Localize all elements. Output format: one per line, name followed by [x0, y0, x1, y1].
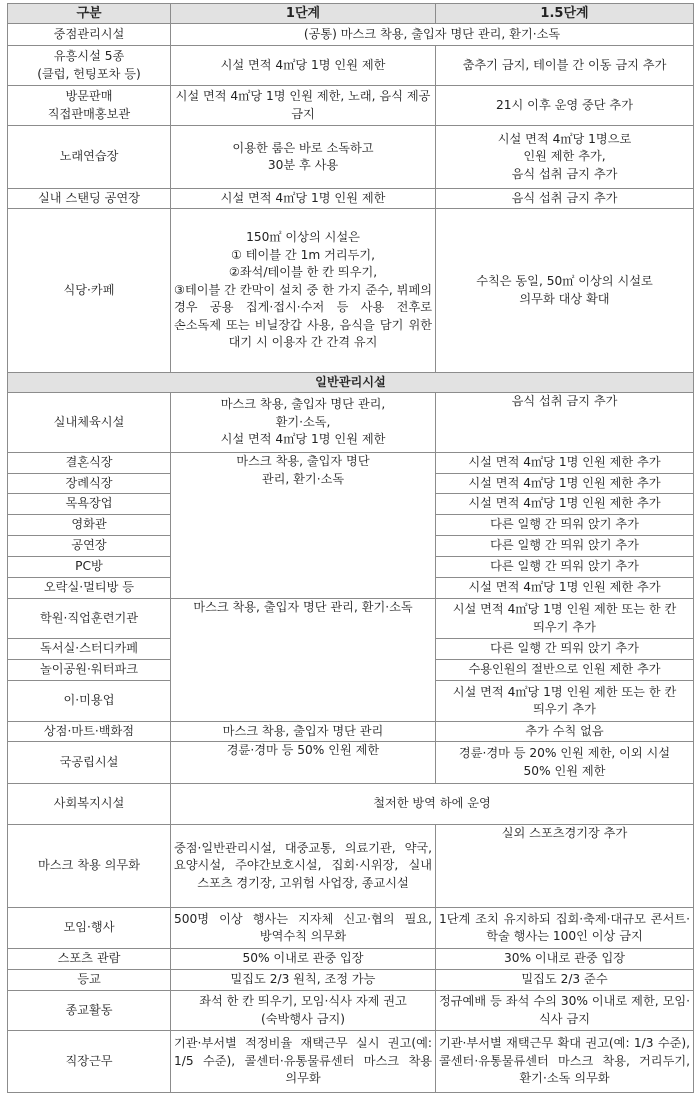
row-label: 공연장 — [8, 536, 171, 557]
stage-1-5-cell: 실외 스포츠경기장 추가 — [436, 825, 694, 908]
distancing-stage-table — [7, 3, 694, 1093]
row-label: 직장근무 — [8, 1031, 171, 1093]
table-row — [8, 970, 694, 991]
row-label: 방문판매 직접판매홍보관 — [8, 86, 171, 126]
row-label: 상점·마트·백화점 — [8, 722, 171, 742]
stage-1-5-cell: 음식 섭취 금지 추가 — [436, 393, 694, 453]
stage-1-5-cell: 수용인원의 절반으로 인원 제한 추가 — [436, 660, 694, 681]
stage-1-5-cell: 21시 이후 운영 중단 추가 — [436, 86, 694, 126]
stage-1-cell: 50% 이내로 관중 입장 — [171, 949, 436, 970]
stage-1-cell: 마스크 착용, 출입자 명단 관리 — [171, 722, 436, 742]
stage-1-5-cell: 1단계 조치 유지하되 집회·축제·대규모 콘서트·학술 행사는 100인 이상 금지 — [436, 908, 694, 949]
table-row — [8, 722, 694, 742]
stage-1-cell: 중점·일반관리시설, 대중교통, 의료기관, 약국, 요양시설, 주야간보호시설, 집회·시위장, 실내 스포츠 경기장, 고위험 사업장, 종교시설 — [171, 825, 436, 908]
stage-1-5-cell: 시설 면적 4㎡당 1명 인원 제한 또는 한 칸 띄우기 추가 — [436, 681, 694, 722]
table-row — [8, 209, 694, 373]
row-label: 식당·카페 — [8, 209, 171, 373]
row-label: PC방 — [8, 557, 171, 578]
merged-cell: (공통) 마스크 착용, 출입자 명단 관리, 환기·소독 — [171, 24, 694, 46]
stage-1-cell: 이용한 룸은 바로 소독하고 30분 후 사용 — [171, 126, 436, 189]
stage-1-cell: 시설 면적 4㎡당 1명 인원 제한, 노래, 음식 제공 금지 — [171, 86, 436, 126]
stage-1-5-cell: 30% 이내로 관중 입장 — [436, 949, 694, 970]
stage-1-5-cell: 수칙은 동일, 50㎡ 이상의 시설로 의무화 대상 확대 — [436, 209, 694, 373]
stage-1-cell: 150㎡ 이상의 시설은 ① 테이블 간 1m 거리두기, ②좌석/테이블 한 칸 띄우기, ③테이블 간 칸막이 설치 중 한 가지 준수, 뷔페의 경우 공용 집게·접시·수저 등 사용 전후로 손소독제 또는 비닐장갑 사용, 음식을 담기 위한 대기 시 이용자 간 간격 유지 — [171, 209, 436, 373]
row-label: 영화관 — [8, 515, 171, 536]
stage-1-5-cell: 시설 면적 4㎡당 1명 인원 제한 추가 — [436, 474, 694, 494]
header-stage-1: 1단계 — [171, 4, 436, 24]
table-row — [8, 784, 694, 825]
table-row — [8, 991, 694, 1031]
row-label: 독서실·스터디카페 — [8, 639, 171, 660]
stage-1-5-cell: 시설 면적 4㎡당 1명 인원 제한 추가 — [436, 494, 694, 515]
section-row — [8, 373, 694, 393]
table-row — [8, 742, 694, 784]
table-row — [8, 599, 694, 639]
merged-cell: 철저한 방역 하에 운영 — [171, 784, 694, 825]
stage-1-cell: 경륜·경마 등 50% 인원 제한 — [171, 742, 436, 784]
row-label: 마스크 착용 의무화 — [8, 825, 171, 908]
stage-1-5-cell: 밀집도 2/3 준수 — [436, 970, 694, 991]
stage-1-5-cell: 음식 섭취 금지 추가 — [436, 189, 694, 209]
stage-1-cell: 좌석 한 칸 띄우기, 모임·식사 자제 권고 (숙박행사 금지) — [171, 991, 436, 1031]
stage-1-5-cell: 경륜·경마 등 20% 인원 제한, 이외 시설 50% 인원 제한 — [436, 742, 694, 784]
stage-1-cell: 500명 이상 행사는 지자체 신고·협의 필요, 방역수칙 의무화 — [171, 908, 436, 949]
stage-1-5-cell: 다른 일행 간 띄워 앉기 추가 — [436, 639, 694, 660]
header-category: 구분 — [8, 4, 171, 24]
row-label: 목욕장업 — [8, 494, 171, 515]
row-label: 종교활동 — [8, 991, 171, 1031]
stage-1-5-cell: 시설 면적 4㎡당 1명 인원 제한 또는 한 칸 띄우기 추가 — [436, 599, 694, 639]
stage-1-5-cell: 정규예배 등 좌석 수의 30% 이내로 제한, 모임·식사 금지 — [436, 991, 694, 1031]
row-label: 노래연습장 — [8, 126, 171, 189]
row-label: 사회복지시설 — [8, 784, 171, 825]
row-label: 실내체육시설 — [8, 393, 171, 453]
row-label: 학원·직업훈련기관 — [8, 599, 171, 639]
table-row — [8, 825, 694, 908]
stage-1-5-cell: 시설 면적 4㎡당 1명으로 인원 제한 추가, 음식 섭취 금지 추가 — [436, 126, 694, 189]
table-row — [8, 908, 694, 949]
section-title: 일반관리시설 — [8, 373, 694, 393]
stage-1-cell: 밀집도 2/3 원칙, 조정 가능 — [171, 970, 436, 991]
table-row — [8, 24, 694, 46]
row-label: 오락실·멀티방 등 — [8, 578, 171, 599]
stage-1-5-cell: 다른 일행 간 띄워 앉기 추가 — [436, 515, 694, 536]
table-row — [8, 453, 694, 474]
stage-1-5-cell: 다른 일행 간 띄워 앉기 추가 — [436, 536, 694, 557]
header-stage-1-5: 1.5단계 — [436, 4, 694, 24]
stage-1-5-cell: 춤추기 금지, 테이블 간 이동 금지 추가 — [436, 46, 694, 86]
row-label: 스포츠 관람 — [8, 949, 171, 970]
stage-1-5-cell: 추가 수칙 없음 — [436, 722, 694, 742]
row-label: 장례식장 — [8, 474, 171, 494]
stage-1-5-cell: 기관·부서별 재택근무 확대 권고(예: 1/3 수준), 콜센터·유통물류센터 마스크 착용, 거리두기, 환기·소독 의무화 — [436, 1031, 694, 1093]
table-row — [8, 189, 694, 209]
stage-1-cell: 시설 면적 4㎡당 1명 인원 제한 — [171, 46, 436, 86]
stage-1-merged-cell: 마스크 착용, 출입자 명단 관리, 환기·소독 — [171, 453, 436, 599]
row-label: 모임·행사 — [8, 908, 171, 949]
stage-1-cell: 마스크 착용, 출입자 명단 관리, 환기·소독, 시설 면적 4㎡당 1명 인원 제한 — [171, 393, 436, 453]
table-row — [8, 46, 694, 86]
row-label: 이·미용업 — [8, 681, 171, 722]
row-label: 국공립시설 — [8, 742, 171, 784]
table-row — [8, 1031, 694, 1093]
row-label: 결혼식장 — [8, 453, 171, 474]
stage-1-merged-cell: 마스크 착용, 출입자 명단 관리, 환기·소독 — [171, 599, 436, 722]
stage-1-cell: 기관·부서별 적정비율 재택근무 실시 권고(예: 1/5 수준), 콜센터·유통물류센터 마스크 착용 의무화 — [171, 1031, 436, 1093]
row-label: 유흥시설 5종 (클럽, 헌팅포차 등) — [8, 46, 171, 86]
row-label: 등교 — [8, 970, 171, 991]
table-row — [8, 393, 694, 453]
stage-1-5-cell: 시설 면적 4㎡당 1명 인원 제한 추가 — [436, 453, 694, 474]
stage-1-cell: 시설 면적 4㎡당 1명 인원 제한 — [171, 189, 436, 209]
table-row — [8, 86, 694, 126]
table-row — [8, 949, 694, 970]
stage-1-5-cell: 시설 면적 4㎡당 1명 인원 제한 추가 — [436, 578, 694, 599]
row-label: 놀이공원·워터파크 — [8, 660, 171, 681]
table-row — [8, 126, 694, 189]
row-label: 중점관리시설 — [8, 24, 171, 46]
row-label: 실내 스탠딩 공연장 — [8, 189, 171, 209]
stage-1-5-cell: 다른 일행 간 띄워 앉기 추가 — [436, 557, 694, 578]
